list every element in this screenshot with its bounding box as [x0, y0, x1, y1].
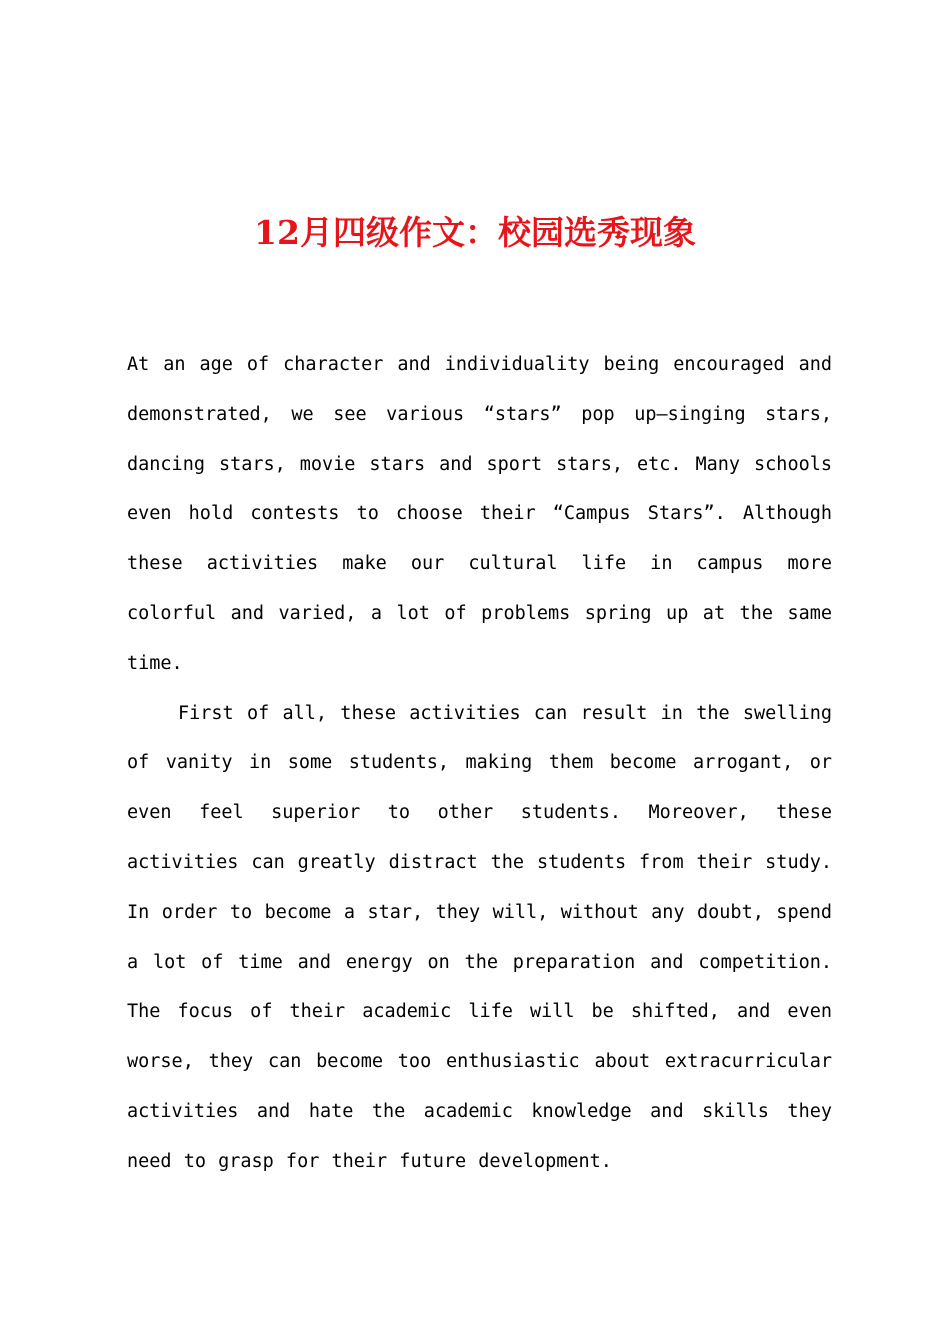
paragraph-1: At an age of character and individuality being encouraged and demonstrated, we see various “stars” pop up—singing stars, dancing stars, movie stars and sport stars, etc. Many schools even hold contests to choose their “Campus Stars”. Although these activities make our cultural life in campus more colorful and varied, a lot of problems spring up at the same time.: [127, 354, 832, 674]
document-body: [127, 340, 832, 1187]
paragraph-2: First of all, these activities can result in the swelling of vanity in some students, making them become arrogant, or even feel superior to other students. Moreover, these activities can greatly distract the students from their study. In order to become a star, they will, without any doubt, spend a lot of time and energy on the preparation and competition. The focus of their academic life will be shifted, and even worse, they can become too enthusiastic about extracurricular activities and hate the academic knowledge and skills they need to grasp for their future development.: [127, 702, 832, 1172]
document-title: 12月四级作文：校园选秀现象: [254, 213, 696, 252]
